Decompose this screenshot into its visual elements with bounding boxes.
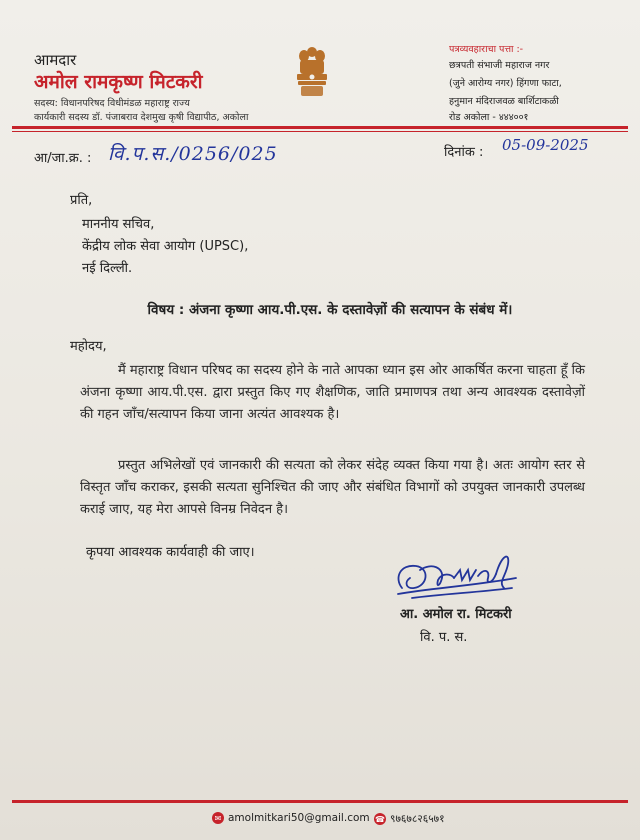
- handwritten-signature: [392, 548, 522, 606]
- address-line: रोड अकोला - ४४४००१: [449, 112, 529, 123]
- phone-icon: ☎: [375, 814, 385, 824]
- recipient-line: माननीय सचिव,: [82, 217, 155, 232]
- email-icon: ✉: [212, 812, 224, 824]
- letterhead-name: अमोल रामकृष्ण मिटकरी: [34, 71, 203, 93]
- letterhead-designation-2: कार्यकारी सदस्य डॉ. पंजाबराव देशमुख कृषी विद्यापीठ, अकोला: [34, 112, 249, 123]
- salutation: महोदय,: [70, 339, 107, 354]
- letterhead-divider: [12, 126, 628, 129]
- subject-line: विषय : अंजना कृष्णा आय.पी.एस. के दस्तावेज़ों की सत्यापन के संबंध में।: [147, 302, 513, 318]
- recipient-line: केंद्रीय लोक सेवा आयोग (UPSC),: [82, 239, 249, 254]
- footer-phone: [374, 812, 445, 826]
- signer-designation: वि. प. स.: [420, 630, 468, 645]
- letterhead-designation-1: सदस्य: विधानपरिषद विधीमंडळ महाराष्ट्र राज्य: [34, 98, 190, 109]
- footer-email: [212, 812, 370, 824]
- reference-number: वि.प.स./0256/025: [108, 143, 278, 165]
- address-line: हनुमान मंदिराजवळ बार्शिटाकळी: [449, 96, 559, 107]
- email-text: amolmitkari50@gmail.com: [228, 812, 370, 824]
- closing-line: कृपया आवश्यक कार्यवाही की जाए।: [86, 545, 255, 560]
- body-paragraph: प्रस्तुत अभिलेखों एवं जानकारी की सत्यता को लेकर संदेह व्यक्त किया गया है। अतः आयोग स्तर से विस्तृत जाँच कराकर, इसकी सत्यता सुनिश्चित की जाए और संबंधित विभागों को उपयुक्त जानकारी उपलब्ध कराई जाए, यह मेरा आपसे विनम्र निवेदन है।: [80, 458, 585, 517]
- phone-text: ९७६७८२६५७१: [390, 813, 445, 825]
- recipient-line: प्रति,: [70, 193, 93, 208]
- letterhead-label: आमदार: [34, 51, 77, 69]
- signer-name: आ. अमोल रा. मिटकरी: [400, 607, 512, 622]
- date-label: दिनांक :: [444, 145, 484, 160]
- address-title: पत्रव्यवहाराचा पत्ता :-: [449, 44, 524, 55]
- reference-label: आ/जा.क्र. :: [34, 151, 92, 166]
- address-line: (जुने आरोग्य नगर) हिंगणा फाटा,: [449, 78, 562, 89]
- national-emblem-icon: [291, 44, 333, 106]
- letterhead-divider-thin: [12, 131, 628, 132]
- footer-divider: [12, 800, 628, 803]
- address-line: छत्रपती संभाजी महाराज नगर: [449, 60, 550, 71]
- recipient-line: नई दिल्ली.: [82, 261, 133, 276]
- body-paragraph: मैं महाराष्ट्र विधान परिषद का सदस्य होने के नाते आपका ध्यान इस ओर आकर्षित करना चाहता हूँ कि अंजना कृष्णा आय.पी.एस. द्वारा प्रस्तुत किए गए शैक्षणिक, जाति प्रमाणपत्र तथा अन्य आवश्यक दस्तावेज़ों की गहन जाँच/सत्यापन किया जाना अत्यंत आवश्यक है।: [80, 363, 585, 422]
- date-value: 05-09-2025: [502, 136, 589, 154]
